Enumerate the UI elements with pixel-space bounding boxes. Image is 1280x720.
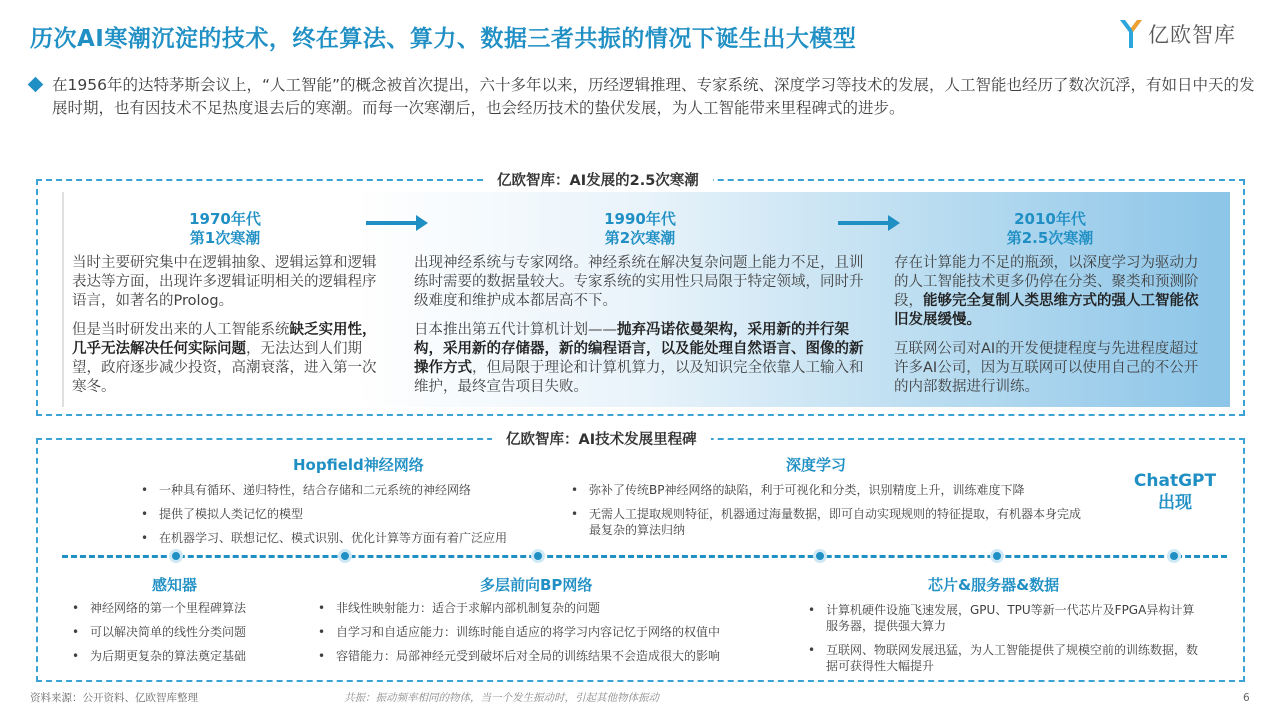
milestone-chips-list [802,602,1202,682]
era-3-name: 第2.5次寒潮 [1006,229,1094,247]
footer-note: 共振：振动频率相同的物体，当一个发生振动时，引起其他物体振动 [344,692,659,704]
diamond-bullet-icon [28,77,44,93]
list-item: • 互联网、物联网发展迅猛，为人工智能提供了规模空前的训练数据，数据可获得性大幅提升 [802,642,1202,674]
arrow-right-icon [366,221,418,225]
era-2-para-1: 出现神经系统与专家网络。神经系统在解决复杂问题上能力不足，且训练时需要的数据量较大。专家系统的实用性只局限于特定领域，同时升级难度和维护成本都居高不下。 [414,255,864,309]
era-2-heading [565,210,715,248]
list-item: • 自学习和自适应能力：训练时能自适应的将学习内容记忆于网络的权值中 [312,624,792,640]
brand-logo [1118,18,1236,50]
era-3-para-1: 存在计算能力不足的瓶颈，以深度学习为驱动力的人工智能技术更多仍停在分类、聚类和预测阶段，能够完全复制人类思维方式的强人工智能依旧发展缓慢。 [894,255,1199,328]
list-item: • 可以解决简单的线性分类问题 [66,624,306,640]
arrow-right-icon [838,221,890,225]
milestone-hopfield-list [135,482,575,554]
chatgpt-sub: 出现 [1158,493,1192,513]
era-2-para-2: 日本推出第五代计算机计划——抛弃冯诺依曼架构，采用新的并行架构，采用新的存储器，新的编程语言，以及能处理自然语言、图像的新操作方式，但局限于理论和计算机算力，以及知识完全依靠人工输入和维护，最终宣告项目失败。 [414,322,864,395]
list-item: • 为后期更复杂的算法奠定基础 [66,648,306,664]
era-1-name: 第1次寒潮 [189,229,261,247]
yiou-logo-icon [1118,18,1144,50]
era-3-year: 2010年代 [1014,210,1086,228]
page-title: 历次AI寒潮沉淀的技术，终在算法、算力、数据三者共振的情况下诞生出大模型 [30,26,857,52]
milestones-panel-title: 亿欧智库：AI技术发展里程碑 [492,428,711,449]
list-item: • 在机器学习、联想记忆、模式识别、优化计算等方面有着广泛应用 [135,530,575,546]
era-1-body [72,254,384,407]
timeline-dot [338,549,352,563]
era-1-year: 1970年代 [189,210,261,228]
chatgpt-label: ChatGPT [1133,471,1217,491]
divider [62,192,64,407]
milestone-chips-title: 芯片&服务器&数据 [928,576,1060,594]
milestone-deep-learning-title: 深度学习 [786,456,847,474]
intro-paragraph [30,74,1255,120]
timeline-dot [169,549,183,563]
page-number: 6 [1243,692,1250,704]
milestone-bp-title: 多层前向BP网络 [480,576,593,594]
era-1-para-2: 但是当时研发出来的人工智能系统缺乏实用性，几乎无法解决任何实际问题，无法达到人们期望，政府逐步减少投资，高潮衰落，进入第一次寒冬。 [72,322,377,395]
milestone-deep-learning-list [565,482,1085,546]
logo-text: 亿欧智库 [1148,23,1236,47]
timeline-dot [813,549,827,563]
timeline-dot [531,549,545,563]
era-2-name: 第2次寒潮 [604,229,676,247]
milestone-perceptron-list [66,600,306,672]
era-2-year: 1990年代 [604,210,676,228]
footer-source: 资料来源：公开资料、亿欧智库整理 [30,692,198,704]
list-item: • 无需人工提取规则特征，机器通过海量数据，即可自动实现规则的特征提取，有机器本身完成最复杂的算法归纳 [565,506,1085,538]
era-3-body [894,254,1204,407]
winters-panel-title: 亿欧智库：AI发展的2.5次寒潮 [483,169,713,190]
list-item: • 非线性映射能力：适合于求解内部机制复杂的问题 [312,600,792,616]
milestone-bp-list [312,600,792,672]
list-item: • 神经网络的第一个里程碑算法 [66,600,306,616]
timeline-dot [990,549,1004,563]
milestone-perceptron-title: 感知器 [152,576,198,594]
milestone-hopfield-title: Hopfield神经网络 [293,456,424,474]
list-item: • 一种具有循环、递归特性，结合存储和二元系统的神经网络 [135,482,575,498]
era-3-heading [970,210,1130,248]
milestone-chatgpt [1120,470,1230,514]
list-item: • 提供了模拟人类记忆的模型 [135,506,575,522]
timeline-line [62,555,1227,558]
era-3-para-2: 互联网公司对AI的开发便捷程度与先进程度超过许多AI公司，因为互联网可以使用自己的不公开的内部数据进行训练。 [894,341,1199,395]
list-item: • 计算机硬件设施飞速发展，GPU、TPU等新一代芯片及FPGA异构计算服务器，提供强大算力 [802,602,1202,634]
list-item: • 弥补了传统BP神经网络的缺陷，利于可视化和分类，识别精度上升，训练难度下降 [565,482,1085,498]
era-1-heading [150,210,300,248]
era-2-body [414,254,866,407]
era-1-para-1: 当时主要研究集中在逻辑抽象、逻辑运算和逻辑表达等方面，出现许多逻辑证明相关的逻辑程序语言，如著名的Prolog。 [72,255,377,309]
timeline-dot [1167,549,1181,563]
list-item: • 容错能力：局部神经元受到破坏后对全局的训练结果不会造成很大的影响 [312,648,792,664]
intro-text: 在1956年的达特茅斯会议上，“人工智能”的概念被首次提出，六十多年以来，历经逻辑推理、专家系统、深度学习等技术的发展，人工智能也经历了数次沉浮，有如日中天的发展时期，也有因技术不足热度退去后的寒潮。而每一次寒潮后，也会经历技术的蛰伏发展，为人工智能带来里程碑式的进步。 [52,76,1255,117]
